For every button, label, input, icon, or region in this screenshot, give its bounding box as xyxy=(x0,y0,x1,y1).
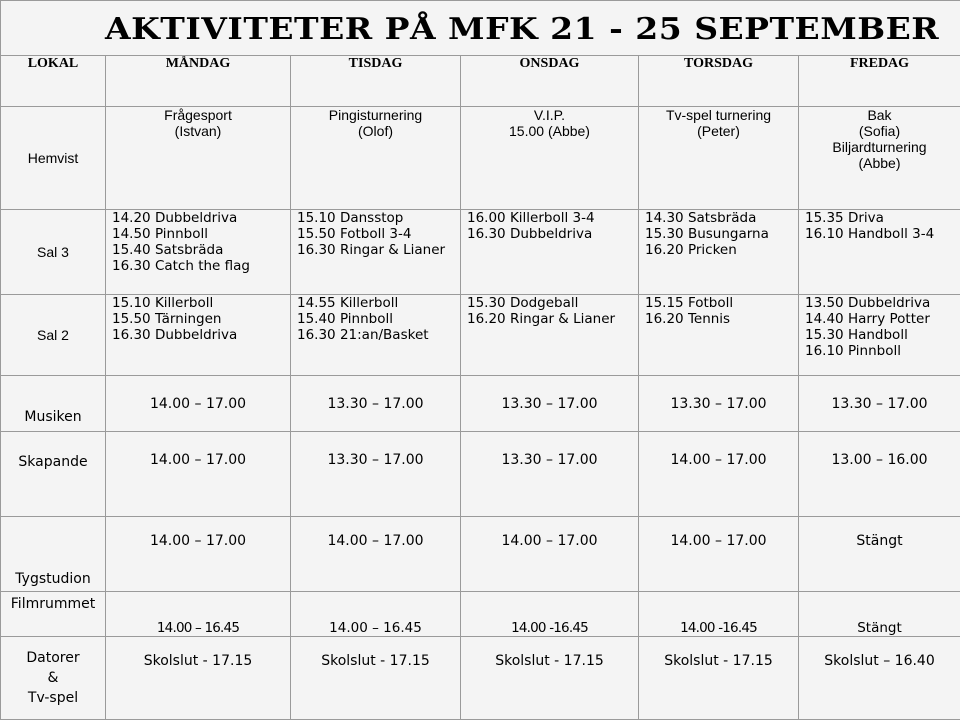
row-skapande xyxy=(1,432,960,517)
row-tygstudion xyxy=(1,517,960,592)
header-day-tuesday: TISDAG xyxy=(291,56,461,107)
cell-musiken-wednesday: 13.30 – 17.00 xyxy=(461,376,639,432)
cell-line: (Istvan) xyxy=(106,123,290,139)
row-datorer xyxy=(1,637,960,720)
cell-line: Frågesport xyxy=(106,107,290,123)
cell-line: 14.30 Satsbräda xyxy=(645,210,798,226)
row-label-line: & xyxy=(1,668,105,688)
cell-sal3-monday xyxy=(106,210,291,295)
cell-line: 15.35 Driva xyxy=(805,210,960,226)
row-filmrummet xyxy=(1,592,960,637)
cell-line: 15.30 Handboll xyxy=(805,327,960,343)
cell-line: 14.20 Dubbeldriva xyxy=(112,210,290,226)
cell-skapande-thursday: 14.00 – 17.00 xyxy=(639,432,799,517)
cell-musiken-friday: 13.30 – 17.00 xyxy=(799,376,960,432)
cell-line: 16.30 Ringar & Lianer xyxy=(297,242,460,258)
row-label-datorer xyxy=(1,637,106,720)
cell-line: 15.50 Fotboll 3-4 xyxy=(297,226,460,242)
cell-skapande-tuesday: 13.30 – 17.00 xyxy=(291,432,461,517)
cell-tygstudion-tuesday: 14.00 – 17.00 xyxy=(291,517,461,592)
cell-musiken-monday: 14.00 – 17.00 xyxy=(106,376,291,432)
cell-line: (Olof) xyxy=(291,123,460,139)
cell-hemvist-friday xyxy=(799,107,960,210)
cell-line: 15.30 Dodgeball xyxy=(467,295,638,311)
cell-skapande-wednesday: 13.30 – 17.00 xyxy=(461,432,639,517)
cell-tygstudion-thursday: 14.00 – 17.00 xyxy=(639,517,799,592)
cell-hemvist-wednesday xyxy=(461,107,639,210)
row-label-filmrummet: Filmrummet xyxy=(1,592,106,637)
cell-datorer-wednesday: Skolslut - 17.15 xyxy=(461,637,639,720)
cell-sal2-wednesday xyxy=(461,295,639,376)
cell-line: 16.20 Tennis xyxy=(645,311,798,327)
cell-line: 14.40 Harry Potter xyxy=(805,311,960,327)
cell-line: 13.50 Dubbeldriva xyxy=(805,295,960,311)
cell-datorer-tuesday: Skolslut - 17.15 xyxy=(291,637,461,720)
cell-filmrummet-friday: Stängt xyxy=(799,592,960,637)
cell-sal2-thursday xyxy=(639,295,799,376)
cell-tygstudion-wednesday: 14.00 – 17.00 xyxy=(461,517,639,592)
cell-hemvist-thursday xyxy=(639,107,799,210)
cell-line: 15.00 (Abbe) xyxy=(461,123,638,139)
header-day-monday: MÅNDAG xyxy=(106,56,291,107)
cell-sal2-monday xyxy=(106,295,291,376)
row-label-sal2: Sal 2 xyxy=(1,295,106,376)
row-hemvist xyxy=(1,107,960,210)
cell-tygstudion-friday: Stängt xyxy=(799,517,960,592)
cell-line: 16.20 Pricken xyxy=(645,242,798,258)
cell-line: 15.10 Dansstop xyxy=(297,210,460,226)
cell-line: 15.10 Killerboll xyxy=(112,295,290,311)
cell-line: 16.30 Dubbeldriva xyxy=(112,327,290,343)
header-day-wednesday: ONSDAG xyxy=(461,56,639,107)
cell-line: 14.50 Pinnboll xyxy=(112,226,290,242)
cell-line: 15.50 Tärningen xyxy=(112,311,290,327)
cell-line: 15.40 Pinnboll xyxy=(297,311,460,327)
cell-line: 15.40 Satsbräda xyxy=(112,242,290,258)
cell-hemvist-tuesday xyxy=(291,107,461,210)
cell-datorer-monday: Skolslut - 17.15 xyxy=(106,637,291,720)
row-sal2 xyxy=(1,295,960,376)
cell-filmrummet-wednesday: 14.00 -16.45 xyxy=(461,592,639,637)
cell-filmrummet-tuesday: 14.00 – 16.45 xyxy=(291,592,461,637)
cell-line: 16.30 Dubbeldriva xyxy=(467,226,638,242)
cell-line: (Sofia) xyxy=(799,123,960,139)
cell-filmrummet-thursday: 14.00 -16.45 xyxy=(639,592,799,637)
cell-line: 16.30 Catch the flag xyxy=(112,258,290,274)
cell-line: 16.20 Ringar & Lianer xyxy=(467,311,638,327)
cell-musiken-tuesday: 13.30 – 17.00 xyxy=(291,376,461,432)
cell-sal3-tuesday xyxy=(291,210,461,295)
cell-line: Pingisturnering xyxy=(291,107,460,123)
title-row xyxy=(1,1,960,56)
cell-line: (Abbe) xyxy=(799,155,960,171)
row-label-line: Datorer xyxy=(1,648,105,668)
cell-hemvist-monday xyxy=(106,107,291,210)
cell-sal2-tuesday xyxy=(291,295,461,376)
cell-sal3-thursday xyxy=(639,210,799,295)
row-musiken xyxy=(1,376,960,432)
row-label-line: Tv-spel xyxy=(1,688,105,708)
cell-line: (Peter) xyxy=(639,123,798,139)
row-sal3 xyxy=(1,210,960,295)
cell-skapande-monday: 14.00 – 17.00 xyxy=(106,432,291,517)
row-label-sal3: Sal 3 xyxy=(1,210,106,295)
cell-line: 16.10 Pinnboll xyxy=(805,343,960,359)
row-label-musiken: Musiken xyxy=(1,376,106,432)
cell-filmrummet-monday: 14.00 – 16.45 xyxy=(106,592,291,637)
cell-line: 16.00 Killerboll 3-4 xyxy=(467,210,638,226)
page-title: AKTIVITETER PÅ MFK 21 - 25 SEPTEMBER xyxy=(1,1,960,56)
cell-sal2-friday xyxy=(799,295,960,376)
header-day-thursday: TORSDAG xyxy=(639,56,799,107)
cell-line: 15.30 Busungarna xyxy=(645,226,798,242)
row-label-hemvist: Hemvist xyxy=(1,107,106,210)
cell-line: 15.15 Fotboll xyxy=(645,295,798,311)
cell-line: Tv-spel turnering xyxy=(639,107,798,123)
cell-line: 16.10 Handboll 3-4 xyxy=(805,226,960,242)
cell-skapande-friday: 13.00 – 16.00 xyxy=(799,432,960,517)
row-label-skapande: Skapande xyxy=(1,432,106,517)
header-lokal: LOKAL xyxy=(1,56,106,107)
header-day-friday: FREDAG xyxy=(799,56,960,107)
cell-line: Bak xyxy=(799,107,960,123)
cell-sal3-wednesday xyxy=(461,210,639,295)
cell-datorer-friday: Skolslut – 16.40 xyxy=(799,637,960,720)
cell-line: 16.30 21:an/Basket xyxy=(297,327,460,343)
cell-line: V.I.P. xyxy=(461,107,638,123)
header-row xyxy=(1,56,960,107)
cell-line: Biljardturnering xyxy=(799,139,960,155)
cell-musiken-thursday: 13.30 – 17.00 xyxy=(639,376,799,432)
cell-tygstudion-monday: 14.00 – 17.00 xyxy=(106,517,291,592)
cell-datorer-thursday: Skolslut - 17.15 xyxy=(639,637,799,720)
row-label-tygstudion: Tygstudion xyxy=(1,517,106,592)
cell-line: 14.55 Killerboll xyxy=(297,295,460,311)
cell-sal3-friday xyxy=(799,210,960,295)
